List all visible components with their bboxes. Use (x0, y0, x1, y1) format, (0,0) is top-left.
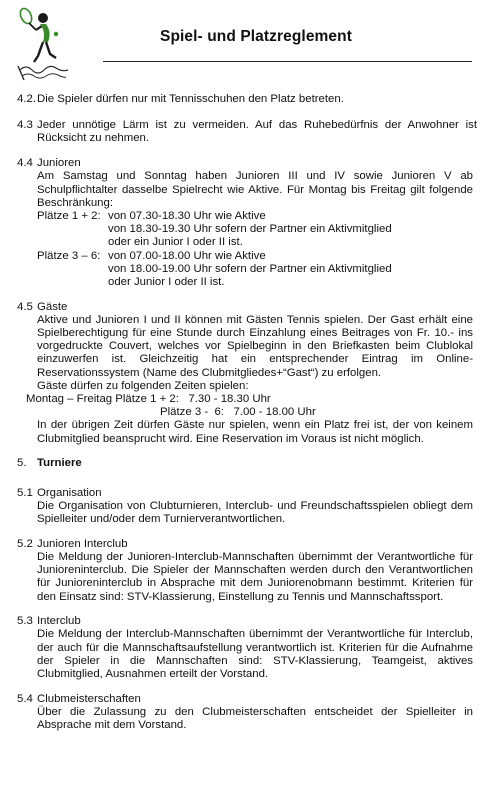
section-number: 4.2. (17, 93, 36, 105)
document-body (0, 93, 504, 744)
section-heading: Turniere (37, 457, 82, 470)
section-5-1 (0, 487, 504, 527)
section-body (37, 538, 473, 604)
section-heading: Clubmeisterschaften (37, 692, 141, 705)
section-4-5 (0, 301, 504, 446)
court-label: Plätze 1 + 2: (37, 209, 101, 222)
guest-times-intro: Gäste dürfen zu folgenden Zeiten spielen: (37, 379, 249, 392)
section-heading: Junioren Interclub (37, 537, 128, 550)
section-body (26, 300, 473, 446)
section-outro: In der übrigen Zeit dürfen Gäste nur spielen, wenn ein Platz frei ist, der von keinem Clubmitglied beansprucht wird. Eine Reservation im Voraus ist nicht möglich. (37, 419, 473, 445)
section-heading: Interclub (37, 615, 81, 628)
section-number: 5. (17, 457, 27, 470)
section-text: Die Meldung der Junioren-Interclub-Mannschaften übernimmt der Verantwortliche für Junioreninterclub. Die Spieler der Mannschaften werden durch den Verantwortlichen für Junioreninterclub in Absprache mit dem Juniorenobmann bestimmt. Kriterien für den Einsatz sind: STV-Klassierung, Einstellung zu Tennis und Mannschaftssport. (37, 550, 473, 603)
court-time: von 07.00-18.00 Uhr wie Aktive (108, 249, 266, 262)
section-number: 5.2 (17, 537, 33, 550)
section-number: 4.4 (17, 157, 33, 170)
court-time-extra: von 18.30-19.30 Uhr sofern der Partner ein Aktivmitglied oder ein Junior I oder II ist. (108, 223, 392, 249)
page-header (0, 0, 504, 88)
section-intro: Am Samstag und Sonntag haben Junioren III und IV sowie Junioren V ab Schulpflichtalter dasselbe Spielrecht wie Aktive. Für Montag bis Freitag gilt folgende Beschränkung: (37, 170, 473, 209)
section-body (37, 487, 473, 527)
section-body (37, 615, 473, 681)
section-5 (0, 457, 504, 470)
section-4-3 (0, 119, 504, 145)
club-logo (12, 6, 74, 84)
section-text: Über die Zulassung zu den Clubmeisterschaften entscheidet der Spielleiter in Absprache mit dem Vorstand. (37, 705, 473, 732)
guest-time-row: Plätze 3 - 6: 7.00 - 18.00 Uhr (160, 406, 316, 419)
section-5-3 (0, 615, 504, 681)
section-text: Jeder unnötige Lärm ist zu vermeiden. Auf das Ruhebedürfnis der Anwohner ist Rücksicht zu nehmen. (37, 119, 477, 145)
section-heading: Gäste (37, 300, 68, 313)
section-5-2 (0, 538, 504, 604)
section-4-2 (0, 93, 504, 106)
court-1-2-row (37, 210, 473, 223)
tennis-player-logo-icon (12, 6, 74, 84)
section-text: Die Spieler dürfen nur mit Tennisschuhen den Platz betreten. (37, 93, 344, 105)
court-3-6-row (37, 250, 473, 263)
page-title: Spiel- und Platzreglement (160, 28, 352, 45)
section-intro: Aktive und Junioren I und II können mit Gästen Tennis spielen. Der Gast erhält eine Spielberechtigung für eine Stunde durch Einzahlung eines Beitrages von Fr. 10.- ins vorgedruckte Couvert, welches vor Spielbeginn in den Briefkasten beim Clublokal einzuwerfen ist. Gleichzeitig hat ein entsprechender Eintrag im Online-Reservationssystem (Name des Clubmitgliedes+“Gast“) zu erfolgen. (37, 313, 473, 379)
section-text: Die Meldung der Interclub-Mannschaften übernimmt der Verantwortliche für Interclub, der auch für die Mannschaftsaufstellung verantwortlich ist. Kriterien für die Aufnahme der Spieler in die Mannschaften sind: STV-Klassierung, Teamgeist, aktives Clubmitglied, Ausnahmen erteilt der Vorstand. (37, 628, 473, 681)
section-heading: Junioren (37, 157, 81, 170)
section-number: 5.1 (17, 486, 33, 499)
header-divider (103, 61, 472, 62)
section-heading: Organisation (37, 486, 102, 499)
section-4-4 (0, 157, 504, 289)
section-number: 4.3 (17, 119, 33, 132)
section-body (37, 693, 473, 733)
court-label: Plätze 3 – 6: (37, 249, 101, 262)
section-body (37, 157, 473, 289)
section-5-4 (0, 693, 504, 733)
court-time-extra: von 18.00-19.00 Uhr sofern der Partner ein Aktivmitglied oder Junior I oder II ist. (108, 262, 392, 288)
guest-time-row: Montag – Freitag Plätze 1 + 2: 7.30 - 18.30 Uhr (26, 393, 271, 406)
section-number: 5.3 (17, 615, 33, 628)
section-number: 4.5 (17, 300, 33, 313)
court-time: von 07.30-18.30 Uhr wie Aktive (108, 209, 266, 222)
section-text: Die Organisation von Clubturnieren, Interclub- und Freundschaftsspielen obliegt dem Spielleiter und/oder dem Turnierverantwortlichen. (37, 499, 473, 525)
section-number: 5.4 (17, 692, 33, 705)
